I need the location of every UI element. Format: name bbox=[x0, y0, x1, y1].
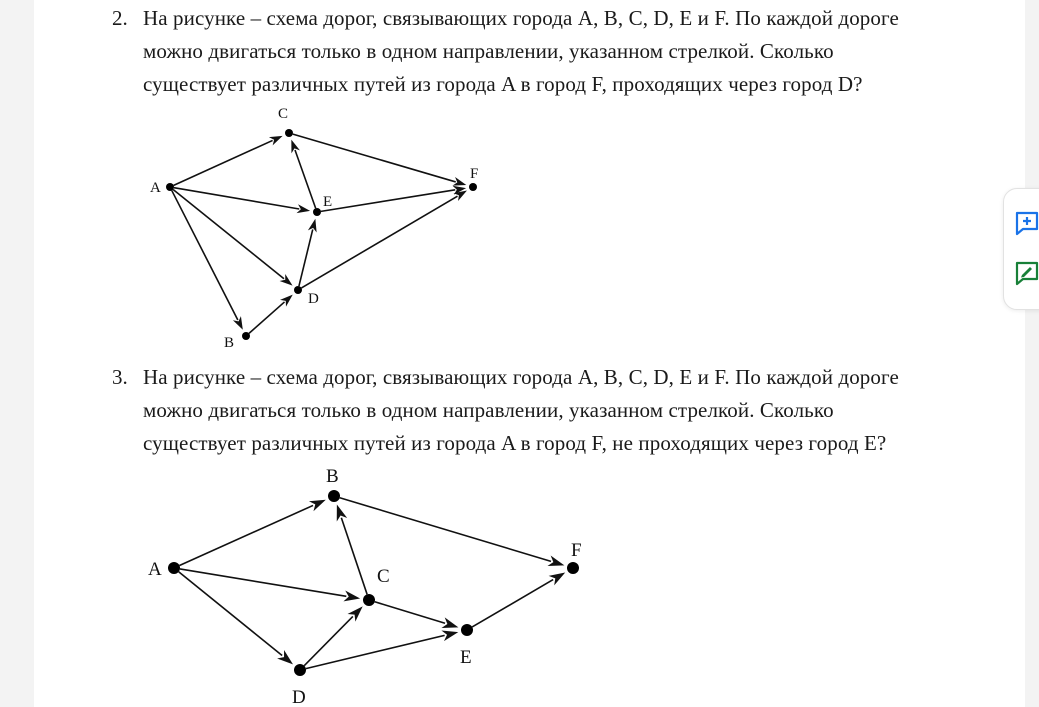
city-node-D bbox=[294, 664, 306, 676]
city-label-C: C bbox=[377, 566, 390, 587]
city-node-E bbox=[313, 208, 321, 216]
road-edge-A-C bbox=[174, 140, 273, 185]
road-edge-C-E bbox=[375, 602, 445, 624]
problem-statement bbox=[143, 361, 1003, 460]
add-comment-button[interactable] bbox=[1014, 210, 1039, 236]
city-label-D: D bbox=[292, 687, 306, 707]
city-node-E bbox=[461, 624, 473, 636]
city-label-A: A bbox=[148, 559, 162, 580]
city-node-C bbox=[285, 129, 293, 137]
road-edge-A-B bbox=[179, 505, 313, 565]
road-edge-C-F bbox=[293, 134, 456, 182]
city-node-A bbox=[168, 562, 180, 574]
city-label-D: D bbox=[308, 291, 319, 307]
road-edge-A-B bbox=[172, 191, 238, 320]
arrowhead-A-D bbox=[277, 650, 293, 664]
city-label-E: E bbox=[460, 647, 472, 668]
suggest-edit-button[interactable] bbox=[1014, 260, 1039, 286]
city-label-F: F bbox=[571, 540, 582, 561]
city-node-A bbox=[166, 183, 174, 191]
problem-number: 3. bbox=[112, 365, 128, 389]
road-edge-E-F bbox=[472, 580, 553, 627]
side-toolbar bbox=[1003, 188, 1039, 310]
city-node-F bbox=[567, 562, 579, 574]
problem-line: На рисунке – схема дорог, связывающих города A, B, C, D, E и F. По каждой дороге bbox=[143, 365, 899, 389]
problem-line: можно двигаться только в одном направлении, указанном стрелкой. Сколько bbox=[143, 39, 834, 63]
city-label-A: A bbox=[150, 180, 161, 196]
arrowhead-E-F bbox=[549, 573, 566, 586]
city-node-B bbox=[242, 332, 250, 340]
road-graph-figure bbox=[34, 0, 1025, 360]
problem-line: существует различных путей из города A в город F, не проходящих через город E? bbox=[143, 431, 887, 455]
city-label-B: B bbox=[326, 466, 339, 487]
document-page bbox=[34, 0, 1025, 707]
arrowhead-A-B bbox=[233, 316, 243, 330]
road-edge-C-B bbox=[341, 518, 367, 595]
road-edge-E-F bbox=[321, 190, 455, 212]
road-edge-B-D bbox=[249, 302, 285, 333]
road-edge-E-C bbox=[295, 150, 316, 208]
suggest-edit-icon bbox=[1014, 260, 1039, 286]
city-label-F: F bbox=[470, 166, 479, 182]
problem-line: существует различных путей из города A в город F, проходящих через город D? bbox=[143, 72, 863, 96]
add-comment-icon bbox=[1014, 210, 1039, 236]
road-edge-B-F bbox=[340, 498, 551, 562]
city-label-C: C bbox=[278, 106, 289, 122]
arrowhead-A-D bbox=[280, 274, 293, 286]
city-node-F bbox=[469, 183, 477, 191]
road-graph-figure bbox=[34, 460, 1025, 707]
problem-line: На рисунке – схема дорог, связывающих города A, B, C, D, E и F. По каждой дороге bbox=[143, 6, 899, 30]
city-node-B bbox=[328, 490, 340, 502]
city-node-D bbox=[294, 286, 302, 294]
problem-number: 2. bbox=[112, 6, 128, 30]
city-label-B: B bbox=[224, 335, 235, 351]
city-label-E: E bbox=[323, 194, 333, 210]
road-edge-A-D bbox=[179, 572, 282, 656]
road-edge-D-E bbox=[306, 635, 445, 668]
problem-line: можно двигаться только в одном направлении, указанном стрелкой. Сколько bbox=[143, 398, 834, 422]
road-edge-D-E bbox=[299, 229, 313, 286]
city-node-C bbox=[363, 594, 375, 606]
